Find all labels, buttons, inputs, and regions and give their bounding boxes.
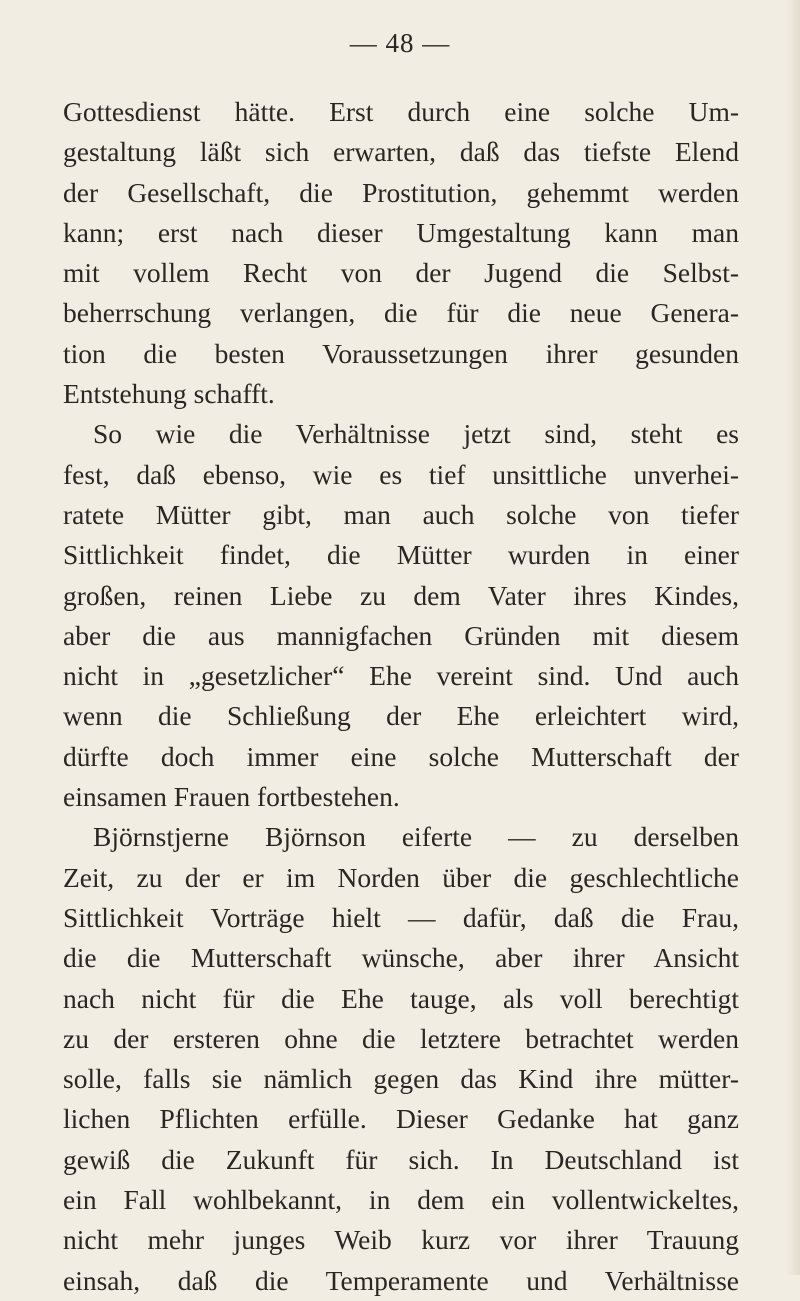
text-line: gestaltung läßt sich erwarten, daß das tiefste Elend [63,136,739,168]
text-line: großen, reinen Liebe zu dem Vater ihres Kindes, [63,579,739,611]
text-line: aber die aus mannigfachen Gründen mit diesem [63,619,739,651]
text-line: Sittlichkeit Vorträge hielt — dafür, daß die Frau, [63,901,739,933]
text-line: ratete Mütter gibt, man auch solche von tiefer [63,498,739,530]
page-number: — 48 — [349,28,451,58]
text-line: mit vollem Recht von der Jugend die Selbst- [63,257,739,289]
text-line: einsah, daß die Temperamente und Verhältnisse [63,1264,739,1296]
text-line: solle, falls sie nämlich gegen das Kind ihre mütter- [63,1063,739,1095]
text-line: So wie die Verhältnisse jetzt sind, steht es [93,418,739,450]
text-line: Björnstjerne Björnson eiferte — zu derselben [93,821,739,853]
text-line: einsamen Frauen fortbestehen. [63,781,400,813]
text-line: dürfte doch immer eine solche Mutterschaft der [63,740,739,772]
text-line: Sittlichkeit findet, die Mütter wurden in einer [63,539,739,571]
text-line: nicht in „gesetzlicher“ Ehe vereint sind. Und auch [63,660,739,692]
page-edge-shadow [786,0,800,1275]
text-line: nicht mehr junges Weib kurz vor ihrer Trauung [63,1224,739,1256]
text-line: lichen Pflichten erfülle. Dieser Gedanke hat ganz [63,1103,739,1135]
text-line: Entstehung schafft. [63,378,275,410]
text-line: fest, daß ebenso, wie es tief unsittliche unverhei- [63,458,739,490]
text-line: wenn die Schließung der Ehe erleichtert wird, [63,700,739,732]
text-line: gewiß die Zukunft für sich. In Deutschland ist [63,1143,739,1175]
body-text [63,92,739,1301]
text-line: nach nicht für die Ehe tauge, als voll berechtigt [63,982,739,1014]
text-line: der Gesellschaft, die Prostitution, gehemmt werden [63,176,739,208]
text-line: tion die besten Voraussetzungen ihrer gesunden [63,337,739,369]
text-line: Zeit, zu der er im Norden über die geschlechtliche [63,861,739,893]
text-line: zu der ersteren ohne die letztere betrachtet werden [63,1022,739,1054]
text-line: beherrschung verlangen, die für die neue Genera- [63,297,739,329]
text-line: kann; erst nach dieser Umgestaltung kann man [63,216,739,248]
text-line: die die Mutterschaft wünsche, aber ihrer Ansicht [63,942,739,974]
text-line: ein Fall wohlbekannt, in dem ein vollentwickeltes, [63,1184,739,1216]
text-line: Gottesdienst hätte. Erst durch eine solche Um- [63,96,739,127]
